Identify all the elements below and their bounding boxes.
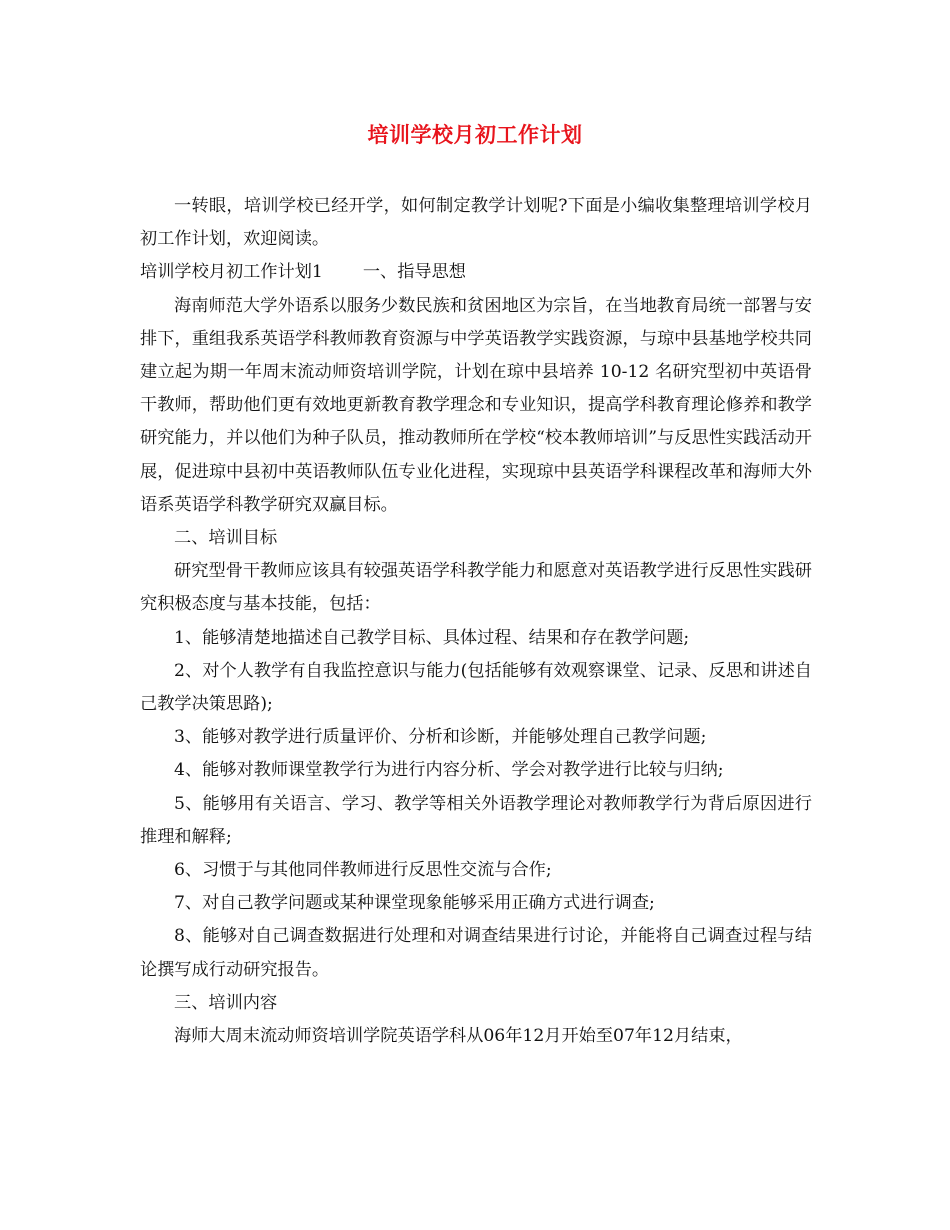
goal-item: 4、能够对教师课堂教学行为进行内容分析、学会对教学进行比较与归纳;	[174, 760, 724, 781]
section2-heading: 二、培训目标	[174, 528, 278, 549]
goal-item: 8、能够对自己调查数据进行处理和对调查结果进行讨论，并能将自己调查过程与结论撰写成行动研究报告。	[140, 926, 812, 980]
document-body	[140, 190, 812, 1053]
goal-item: 1、能够清楚地描述自己教学目标、具体过程、结果和存在教学问题;	[174, 627, 690, 648]
document-title: 培训学校月初工作计划	[367, 122, 583, 147]
goal-item: 5、能够用有关语言、学习、教学等相关外语教学理论对教师教学行为背后原因进行推理和解释;	[140, 793, 812, 847]
plan-heading-line	[140, 256, 812, 289]
goal-item: 3、能够对教学进行质量评价、分析和诊断，并能够处理自己教学问题;	[174, 727, 707, 748]
section3-paragraph: 海师大周末流动师资培训学院英语学科从06年12月开始至07年12月结束，	[174, 1026, 743, 1047]
section1-heading: 一、指导思想	[362, 262, 466, 283]
goal-item: 2、对个人教学有自我监控意识与能力(包括能够有效观察课堂、记录、反思和讲述自己教学决策思路);	[140, 660, 812, 715]
intro-paragraph: 一转眼，培训学校已经开学，如何制定教学计划呢?下面是小编收集整理培训学校月初工作计划，欢迎阅读。	[140, 196, 812, 250]
section3-heading: 三、培训内容	[174, 992, 278, 1013]
section2-intro: 研究型骨干教师应该具有较强英语学科教学能力和愿意对英语教学进行反思性实践研究积极态度与基本技能，包括：	[140, 561, 812, 615]
plan-label: 培训学校月初工作计划1	[140, 262, 323, 283]
goal-item: 6、习惯于与其他同伴教师进行反思性交流与合作;	[174, 860, 552, 881]
goal-item: 7、对自己教学问题或某种课堂现象能够采用正确方式进行调查;	[174, 893, 655, 914]
section1-paragraph: 海南师范大学外语系以服务少数民族和贫困地区为宗旨，在当地教育局统一部署与安排下，重组我系英语学科教师教育资源与中学英语教学实践资源，与琼中县基地学校共同建立起为期一年周末流动师资培训学院，计划在琼中县培养 10-12 名研究型初中英语骨干教师，帮助他们更有效地更新教育教学理念和专业知识，提高学科教育理论修养和教学研究能力，并以他们为种子队员，推动教师所在学校“校本教师培训”与反思性实践活动开展，促进琼中县初中英语教师队伍专业化进程，实现琼中县英语学科课程改革和海师大外语系英语学科教学研究双赢目标。	[140, 295, 812, 515]
